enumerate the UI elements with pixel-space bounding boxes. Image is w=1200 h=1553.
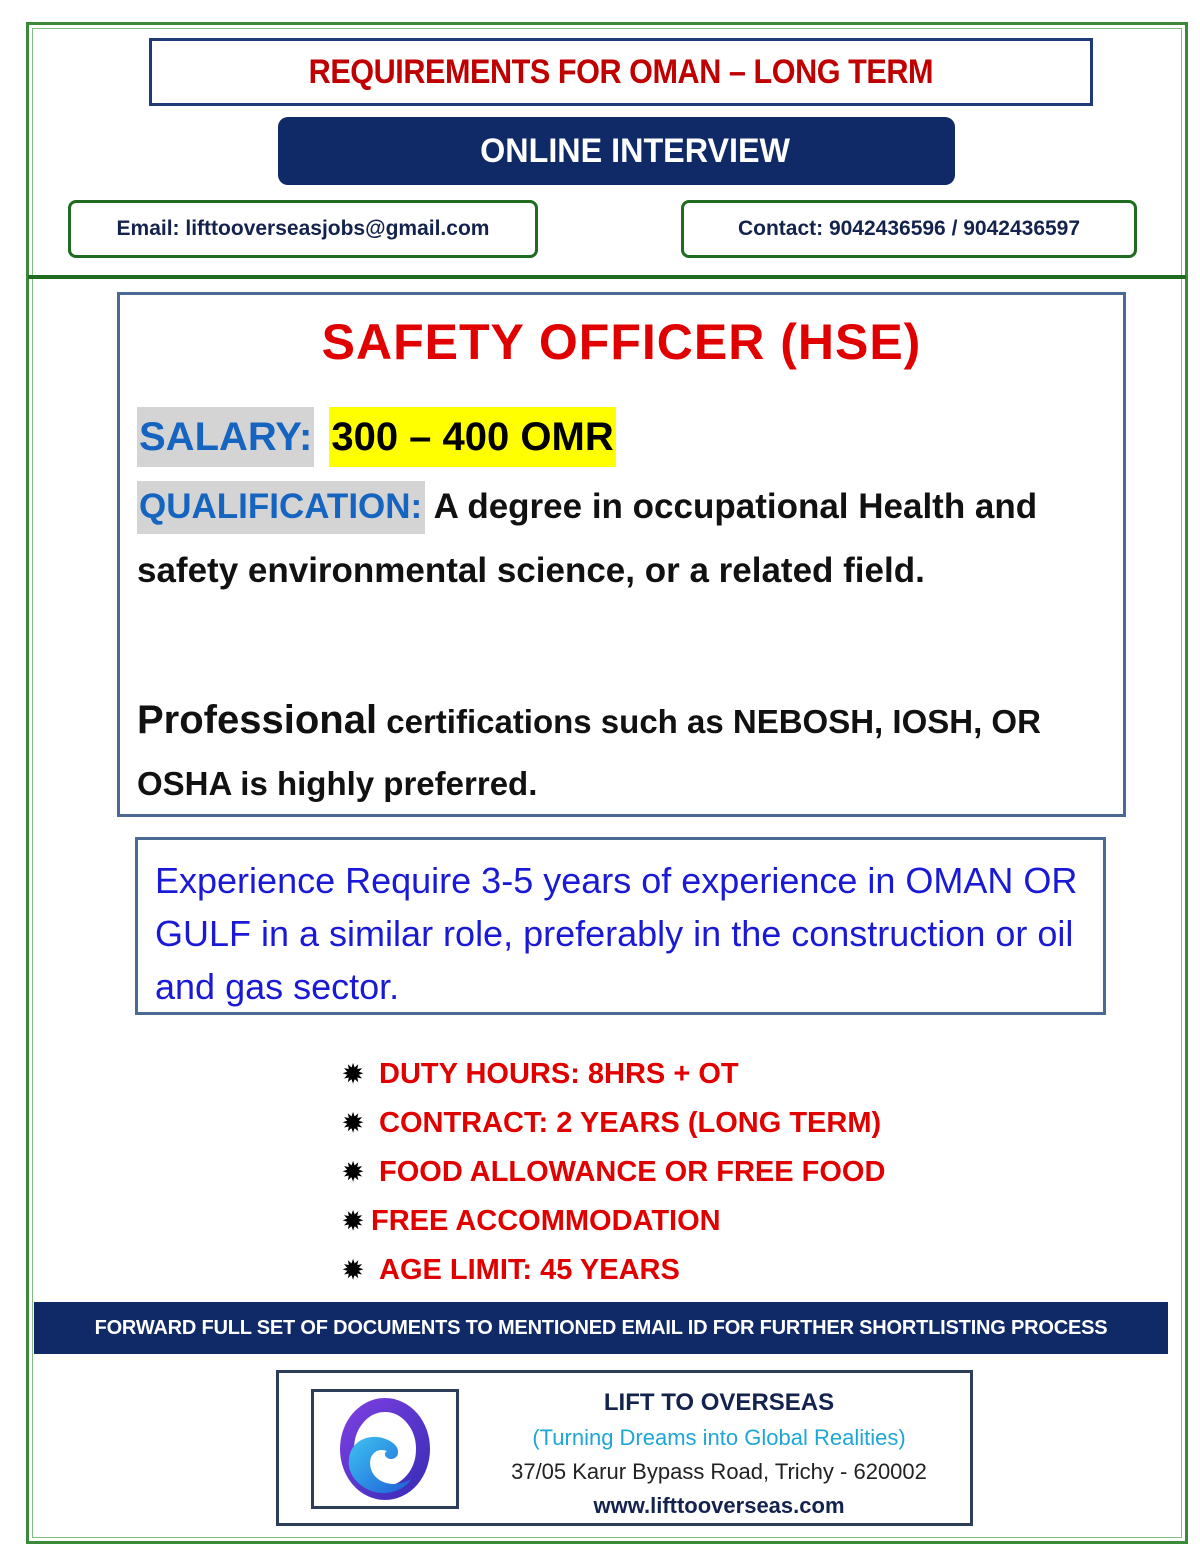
benefit-item (343, 1197, 963, 1246)
company-tagline: (Turning Dreams into Global Realities) (532, 1425, 906, 1450)
benefit-label: AGE LIMIT: 45 YEARS (379, 1254, 680, 1286)
job-details-box (117, 292, 1126, 817)
company-address: 37/05 Karur Bypass Road, Trichy - 620002 (511, 1459, 927, 1484)
requirements-title-box (149, 38, 1093, 106)
contact-numbers[interactable]: Contact: 9042436596 / 9042436597 (737, 217, 1081, 240)
forward-notice-text: FORWARD FULL SET OF DOCUMENTS TO MENTIONED EMAIL ID FOR FURTHER SHORTLISTING PROCESS (94, 1316, 1108, 1339)
benefit-item (343, 1246, 963, 1295)
benefit-label: CONTRACT: 2 YEARS (LONG TERM) (379, 1107, 882, 1139)
requirements-title: REQUIREMENTS FOR OMAN – LONG TERM (308, 52, 934, 91)
company-info (479, 1385, 959, 1523)
starburst-bullet-icon: ✹ (343, 1257, 364, 1284)
forward-documents-notice (34, 1302, 1168, 1354)
qualification-label: QUALIFICATION: (137, 481, 425, 534)
wave-logo-icon (337, 1397, 433, 1501)
interview-type: ONLINE INTERVIEW (480, 131, 791, 170)
experience-text: Experience Require 3-5 years of experience in OMAN OR GULF in a similar role, preferably in the construction or oil and gas sector. (155, 860, 1078, 1007)
benefit-label: DUTY HOURS: 8HRS + OT (379, 1058, 739, 1090)
company-website-link[interactable]: www.lifttooverseas.com (593, 1493, 845, 1518)
qualification-block (137, 475, 1117, 603)
starburst-bullet-icon: ✹ (343, 1208, 364, 1235)
contact-box[interactable] (681, 200, 1137, 258)
professional-text: certifications such as NEBOSH, IOSH, OR OSHA is highly preferred. (137, 703, 1041, 802)
qualification-text: A degree in occupational Health and safety environmental science, or a related field. (137, 487, 1038, 590)
professional-certifications (137, 689, 1117, 815)
salary-row (137, 407, 616, 467)
company-logo (311, 1389, 459, 1509)
benefits-list (343, 1050, 963, 1295)
starburst-bullet-icon: ✹ (343, 1061, 364, 1088)
email-box[interactable] (68, 200, 538, 258)
email-text[interactable]: Email: lifttooverseasjobs@gmail.com (116, 217, 490, 240)
section-divider (28, 275, 1186, 279)
benefit-label: FREE ACCOMMODATION (371, 1205, 721, 1237)
experience-box (135, 837, 1106, 1015)
company-name: LIFT TO OVERSEAS (603, 1389, 835, 1416)
starburst-bullet-icon: ✹ (343, 1110, 364, 1137)
benefit-item (343, 1050, 963, 1099)
benefit-label: FOOD ALLOWANCE OR FREE FOOD (379, 1156, 886, 1188)
benefit-item (343, 1099, 963, 1148)
online-interview-banner (278, 117, 955, 185)
salary-label: SALARY: (137, 407, 314, 467)
job-title: SAFETY OFFICER (HSE) (321, 314, 922, 370)
salary-value: 300 – 400 OMR (329, 407, 615, 467)
company-card (276, 1370, 973, 1526)
benefit-item (343, 1148, 963, 1197)
professional-lead: Professional (137, 698, 378, 742)
starburst-bullet-icon: ✹ (343, 1159, 364, 1186)
